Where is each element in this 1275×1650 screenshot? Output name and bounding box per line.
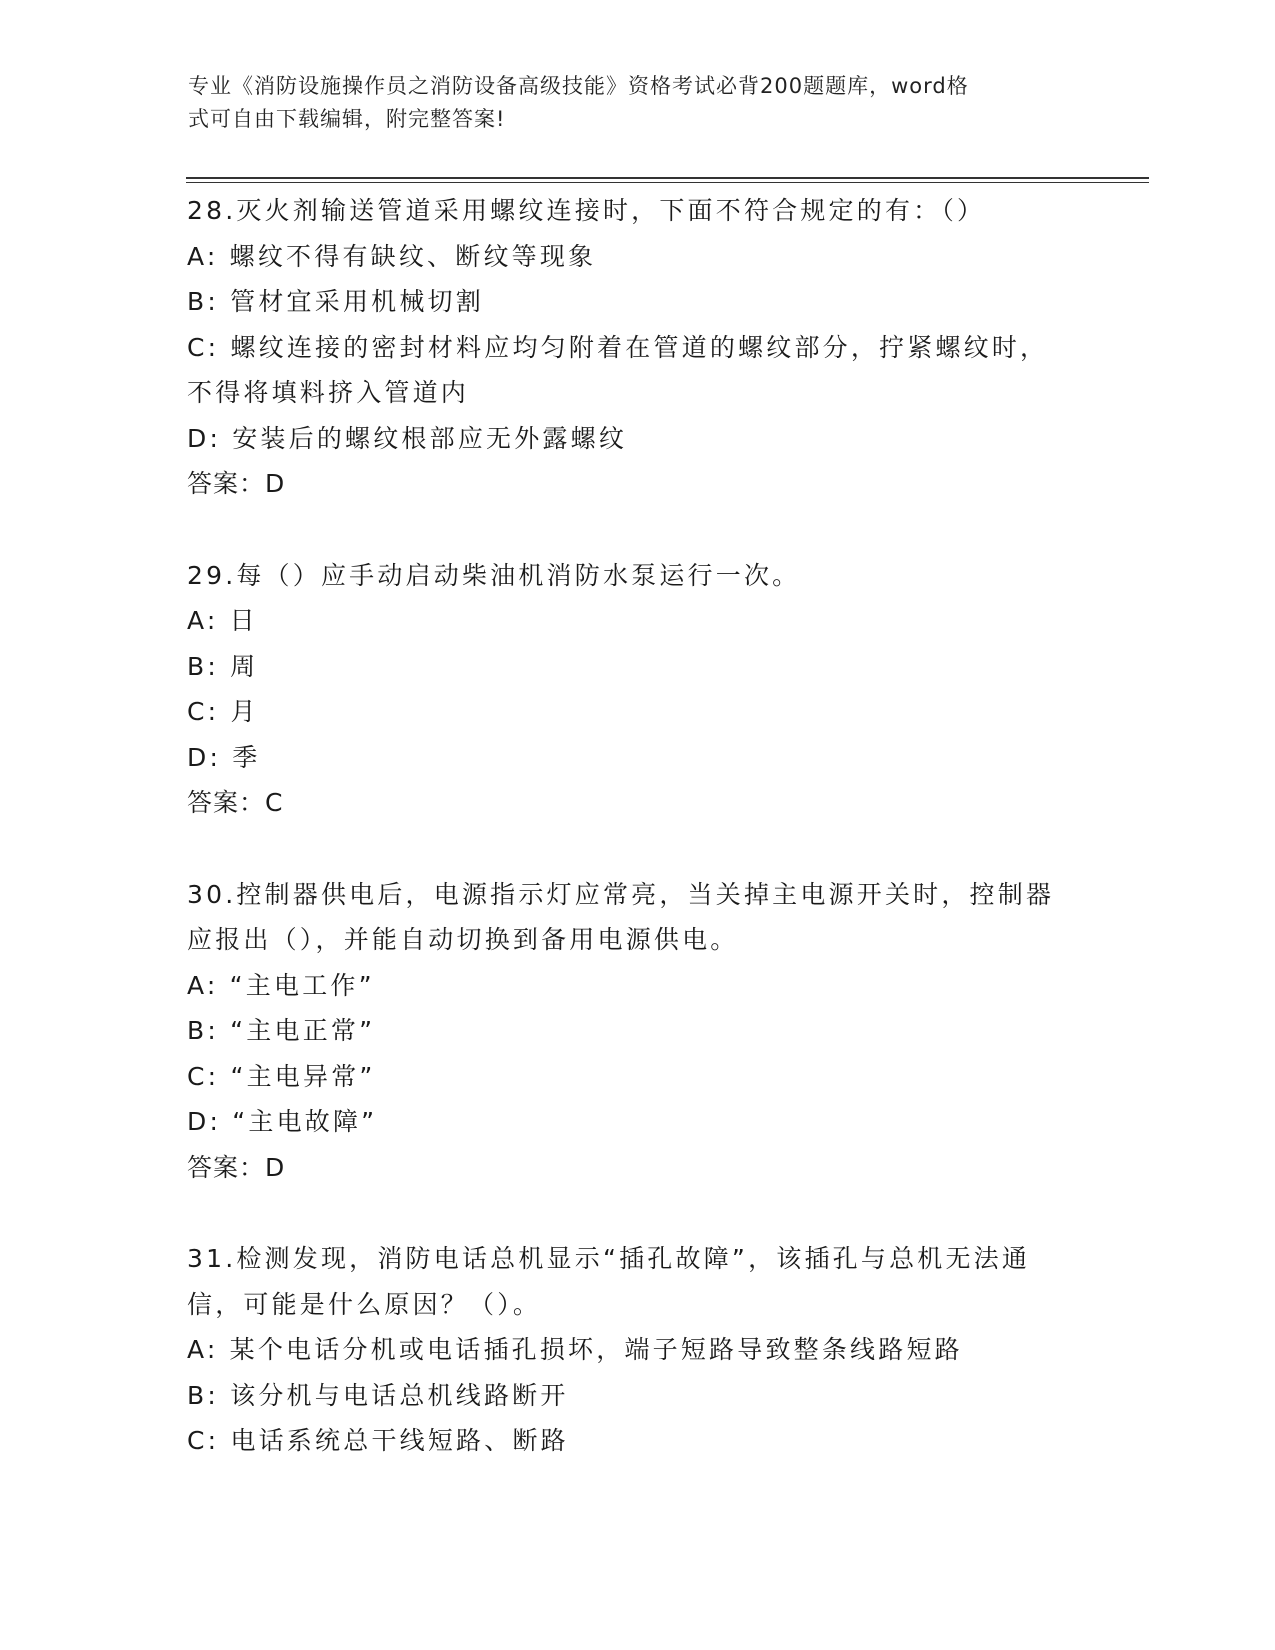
option-key: A: — [187, 606, 219, 635]
option-text: “主电正常” — [230, 1016, 376, 1045]
question-stem: 30.控制器供电后，电源指示灯应常亮，当关掉主电源开关时，控制器 — [187, 879, 1055, 909]
option-text: 螺纹不得有缺纹、断纹等现象 — [229, 241, 597, 271]
question-stem: 28.灭火剂输送管道采用螺纹连接时，下面不符合规定的有：（） — [187, 196, 986, 225]
question-block — [187, 872, 1087, 1191]
question-block — [187, 188, 1087, 507]
option-key: B: — [187, 287, 219, 316]
option-text: 某个电话分机或电话插孔损坏，端子短路导致整条线路短路 — [229, 1335, 963, 1364]
option-key: A: — [187, 241, 219, 271]
option-key: C: — [187, 697, 220, 726]
option-key: D: — [187, 1107, 222, 1136]
question-option — [187, 1418, 1087, 1464]
option-key: B: — [187, 651, 219, 681]
question-stem: 31.检测发现，消防电话总机显示“插孔故障”，该插孔与总机无法通 — [187, 1244, 1031, 1273]
option-key: B: — [187, 1016, 219, 1045]
question-stem: 应报出（），并能自动切换到备用电源供电。 — [187, 925, 739, 954]
question-option — [187, 1373, 1087, 1419]
answer-line: 答案：C — [187, 788, 284, 817]
option-key: C: — [187, 1061, 220, 1091]
option-key: D: — [187, 742, 222, 772]
question-option — [187, 279, 1087, 325]
question-option — [187, 1008, 1087, 1054]
header-rule-thick — [186, 177, 1149, 179]
option-text: 月 — [230, 697, 259, 726]
option-key: A: — [187, 970, 219, 1000]
question-option — [187, 1054, 1087, 1100]
answer-line: 答案：D — [187, 1152, 286, 1182]
question-option — [187, 1327, 1087, 1373]
option-text: 不得将填料挤入管道内 — [187, 378, 470, 407]
answer-line: 答案：D — [187, 469, 286, 498]
option-key: B: — [187, 1380, 219, 1410]
option-text: “主电异常” — [230, 1061, 376, 1091]
question-option — [187, 416, 1087, 462]
option-text: 管材宜采用机械切割 — [230, 287, 484, 316]
question-block — [187, 1236, 1087, 1464]
option-text: 安装后的螺纹根部应无外露螺纹 — [232, 423, 628, 453]
header-line-2: 式可自由下载编辑，附完整答案! — [188, 107, 506, 131]
option-text: 该分机与电话总机线路断开 — [230, 1380, 569, 1410]
option-text: “主电故障” — [232, 1107, 378, 1136]
option-key: D: — [187, 423, 222, 453]
question-option — [187, 325, 1087, 371]
option-text: 螺纹连接的密封材料应均匀附着在管道的螺纹部分，拧紧螺纹时， — [230, 332, 1049, 362]
option-text: 电话系统总干线短路、断路 — [230, 1426, 569, 1455]
question-option — [187, 598, 1087, 644]
header-line-1: 专业《消防设施操作员之消防设备高级技能》资格考试必背200题题库，word格 — [188, 74, 969, 98]
option-key: C: — [187, 332, 220, 362]
question-stem: 信，可能是什么原因？（）。 — [187, 1289, 542, 1319]
option-text: 季 — [232, 742, 261, 772]
question-option — [187, 963, 1087, 1009]
option-text: 周 — [230, 651, 259, 681]
question-block — [187, 553, 1087, 826]
question-option — [187, 644, 1087, 690]
question-option — [187, 234, 1087, 280]
question-list — [187, 188, 1087, 1510]
question-stem: 29.每（）应手动启动柴油机消防水泵运行一次。 — [187, 560, 801, 590]
option-text: 日 — [229, 606, 258, 635]
question-option — [187, 689, 1087, 735]
option-key: A: — [187, 1335, 219, 1364]
document-header — [188, 70, 1068, 136]
question-option — [187, 370, 1087, 416]
question-option — [187, 1099, 1087, 1145]
option-text: “主电工作” — [229, 970, 375, 1000]
header-rule-thin — [186, 182, 1149, 183]
question-option — [187, 735, 1087, 781]
option-key: C: — [187, 1426, 220, 1455]
